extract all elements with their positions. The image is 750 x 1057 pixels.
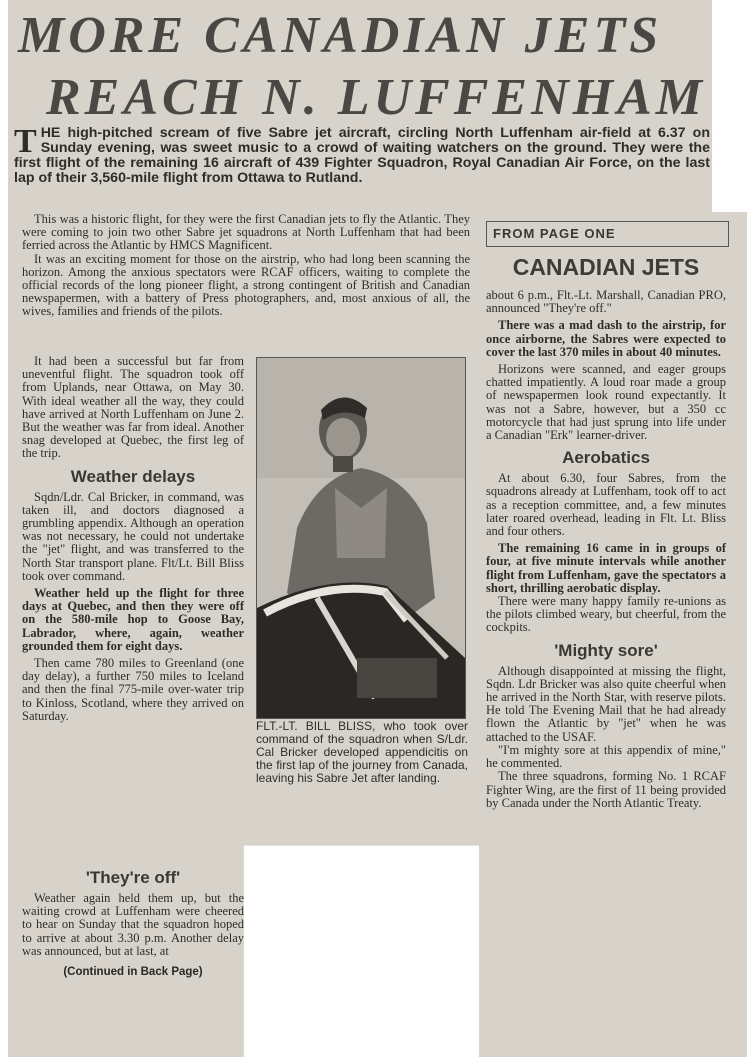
paragraph: Weather again held them up, but the waiting crowd at Luffenham were cheered to hear on Sunday that the squadron hoped to arrive at about 3.30 p.m. Another delay was announced, but at last, at (22, 891, 244, 958)
caption-text: FLT.-LT. BILL BLISS, who took over command of the squadron when S/Ldr. Cal Bricker developed appendicitis on the first lap of the journey from Canada, leaving his Sabre Jet after landing. (256, 719, 468, 786)
subheading: 'They're off' (85, 868, 181, 887)
lead-paragraph (14, 123, 710, 186)
continued-note: (Continued in Back Page) (63, 966, 203, 979)
paragraph: This was a historic flight, for they were the first Canadian jets to fly the Atlantic. They were coming to join two other Sabre jet squadrons at North Luffenham that had been ferried across the Atlantic by HMCS Magnificent. (22, 212, 470, 253)
right-column-title: CANADIAN JETS (512, 254, 700, 280)
paragraph: It had been a successful but far from uneventful flight. The squadron took off from Uplands, near Ottawa, on May 30. With ideal weather all the way, they could have arrived at North Luffenham on June 2. But the weather was far from ideal. Another snag developed at Quebec, the first leg of the trip. (22, 354, 244, 461)
paragraph: Although disappointed at missing the flight, Sqdn. Ldr Bricker was also quite cheerful when he arrived in the North Star, with reserve pilots. He told The Evening Mail that he had already flown the Atlantic by "jet" when he was attached to the USAF. (486, 663, 726, 744)
paragraph: Weather held up the flight for three days at Quebec, and then they were off on the 580-mile hop to Goose Bay, Labrador, where, again, weather grounded them for eight days. (22, 586, 244, 653)
from-page-box: FROM PAGE ONE (486, 221, 729, 247)
drop-cap: T (14, 123, 37, 160)
paragraph: There were many happy family re-unions as the pilots climbed weary, but cheerful, from the cockpits. (486, 594, 726, 635)
paragraph: "I'm mighty sore at this appendix of mine," he commented. (486, 742, 726, 771)
paragraph: about 6 p.m., Flt.-Lt. Marshall, Canadian PRO, announced "They're off." (486, 288, 726, 316)
paragraph: The three squadrons, forming No. 1 RCAF Fighter Wing, are the first of 11 being provided by Canada under the North Atlantic Treaty. (486, 769, 726, 810)
paragraph: At about 6.30, four Sabres, from the squadrons already at Luffenham, took off to act as a reception committee, and, a few minutes later roared overhead, leading in Flt. Lt. Bliss and four others. (486, 471, 726, 539)
paragraph: Then came 780 miles to Greenland (one day delay), a further 750 miles to Iceland and then the final 775-mile over-water trip to Kinloss, Scotland, where they arrived on Saturday. (22, 656, 244, 723)
pilot-photo (256, 357, 466, 719)
wide-column (22, 213, 470, 319)
left-column (22, 355, 244, 723)
paragraph: There was a mad dash to the airstrip, for once airborne, the Sabres were expected to cover the last 370 miles in about 40 minutes. (486, 318, 726, 359)
right-column (486, 289, 726, 810)
lead-text: HE high-pitched scream of five Sabre jet aircraft, circling North Luffenham air-field at 6.37 on Sunday evening, was sweet music to a crowd of waiting watchers on the ground. They were the first flight of the remaining 16 aircraft of 439 Fighter Squadron, Royal Canadian Air Force, on the last lap of their 3,560-mile flight from Ottawa to Rutland. (14, 125, 710, 186)
paragraph: Sqdn/Ldr. Cal Bricker, in command, was taken ill, and doctors diagnosed a grumbling appendix. Although an operation was not necessary, he could not undertake the "jet" flight, and was transferred to the North Star transport plane. Flt/Lt. Bill Bliss took over command. (22, 489, 244, 583)
left-column-bottom (22, 862, 244, 978)
paragraph: Horizons were scanned, and eager groups chatted impatiently. A loud roar made a group of newspapermen look round expectantly. It was not a Sabre, however, but a 350 cc motorcycle that had just sprung into life under a Canadian "Erk" learner-driver. (486, 362, 726, 443)
headline-line-2: REACH N. LUFFENHAM (46, 69, 707, 126)
subheading: 'Mighty sore' (554, 640, 658, 660)
subheading: Weather delays (70, 466, 196, 486)
paragraph: The remaining 16 came in in groups of four, at five minute intervals while another flight from Luffenham, gave the spectators a short, thrilling aerobatic display. (486, 541, 726, 595)
headline-line-1: MORE CANADIAN JETS (18, 7, 663, 64)
subheading: Aerobatics (562, 448, 650, 468)
photo-caption (256, 720, 468, 785)
paragraph: It was an exciting moment for those on the airstrip, who had long been scanning the horizon. Among the anxious spectators were RCAF officers, waiting to complete the official records of the long pioneer flight, a strong contingent of British and Canadian newspapermen, with a battery of Press photographers, and, most anxious of all, the wives, families and friends of the pilots. (22, 251, 470, 319)
